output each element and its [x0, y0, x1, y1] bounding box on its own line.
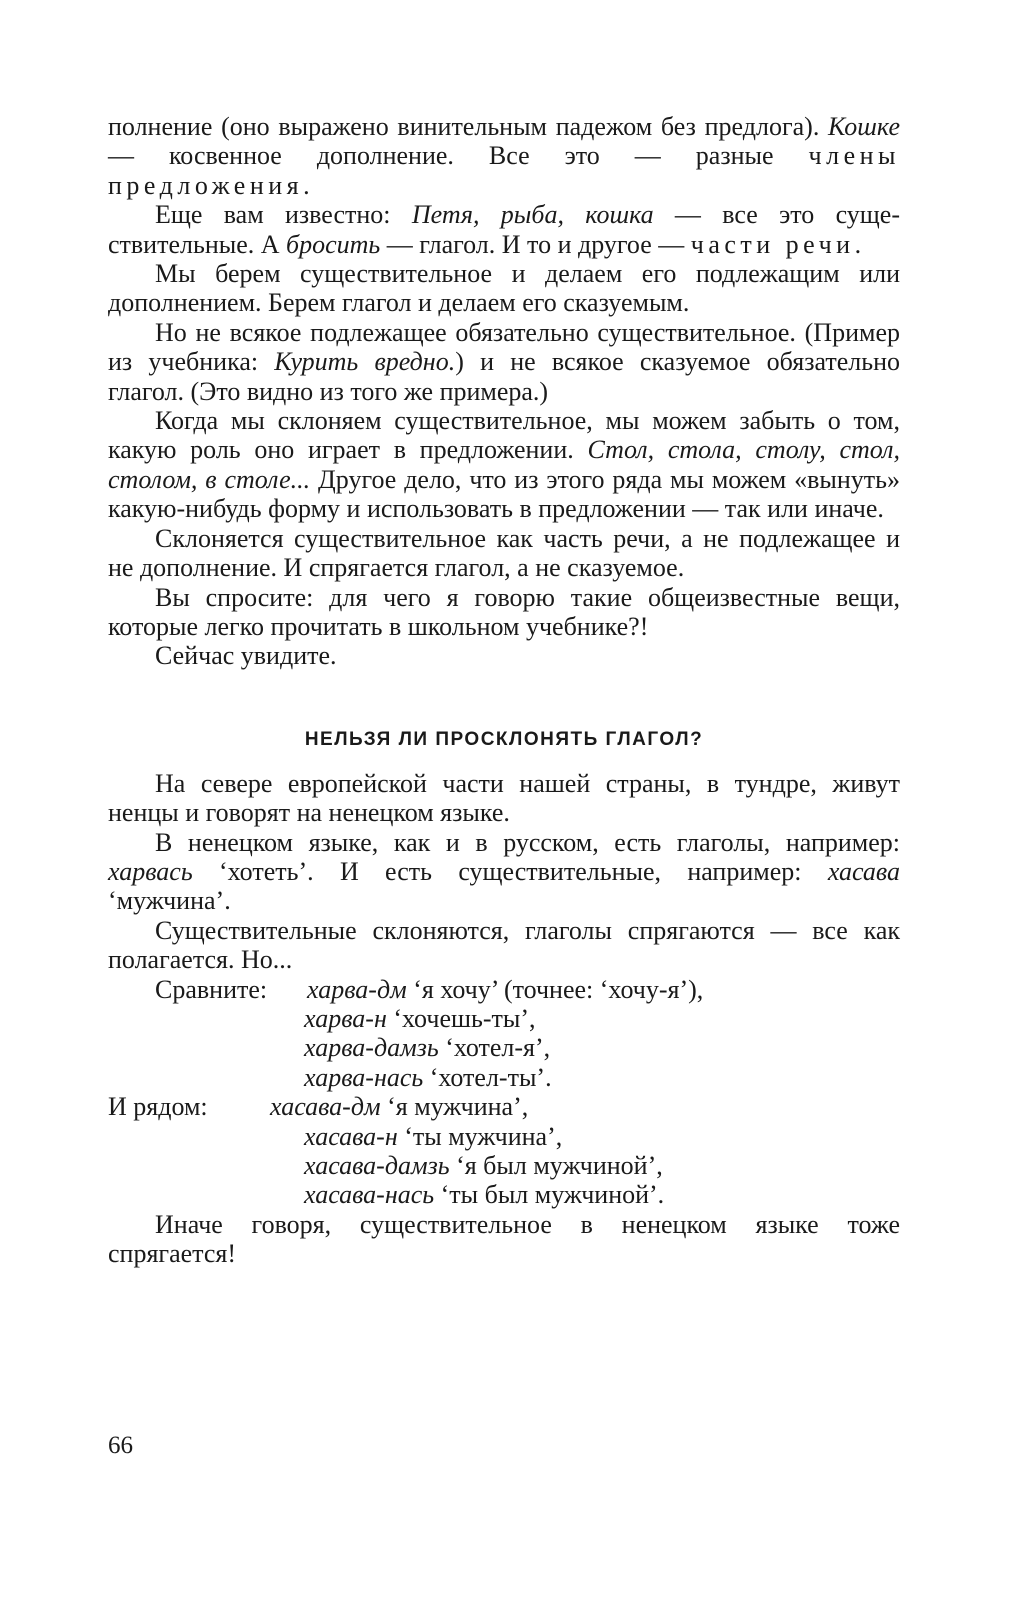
- paragraph: [108, 318, 900, 406]
- text-run: ‘хотеть’. И есть существительные, например:: [192, 856, 828, 886]
- example-row: [108, 1092, 900, 1121]
- example-word: харва-дм: [307, 974, 407, 1004]
- text-run: полнение (оно выражено винительным падежом без предлога).: [108, 112, 829, 141]
- text-run: — глагол. И то и другое —: [380, 229, 691, 259]
- example-form: [270, 1092, 528, 1121]
- text-run: — все это существительные. А: [108, 200, 900, 259]
- example-gloss: ‘хочешь-ты’,: [386, 1003, 536, 1033]
- text-run: ‘мужчина’.: [108, 886, 231, 916]
- section-heading: НЕЛЬЗЯ ЛИ ПРОСКЛОНЯТЬ ГЛАГОЛ?: [304, 728, 704, 750]
- example-gloss: ‘я был мужчиной’,: [449, 1150, 663, 1180]
- example-word: харва-н: [304, 1003, 387, 1033]
- example-form: [304, 1063, 552, 1092]
- italic-run: хасава: [827, 856, 900, 886]
- example-word: хасава-нась: [304, 1180, 435, 1210]
- spaced-run: части речи: [690, 229, 855, 259]
- example-row: [108, 1033, 900, 1062]
- example-row: [108, 1122, 900, 1151]
- example-word: харва-дамзь: [304, 1033, 439, 1063]
- paragraph: [108, 406, 900, 524]
- example-row: [108, 975, 900, 1004]
- italic-run: Кошке: [828, 112, 900, 141]
- example-form: [304, 1151, 663, 1180]
- text-run: Еще вам известно:: [155, 200, 412, 230]
- italic-run: Петя, рыба, кошка: [411, 200, 654, 230]
- text-run: На севере европейской части нашей страны, в тундре, живут ненцы и говорят на ненецком языке.: [108, 768, 900, 828]
- paragraph: [108, 583, 900, 642]
- paragraph: [108, 769, 900, 828]
- text-run: — косвенное дополнение. Все это — разные: [108, 141, 809, 171]
- example-row: [108, 1180, 900, 1209]
- text-run: Другое дело, что из этого ряда мы можем «вынуть» какую-нибудь форму и использовать в предложении — так или иначе.: [108, 464, 901, 524]
- italic-run: Курить вредно.: [274, 347, 456, 377]
- example-form: [304, 1033, 550, 1062]
- text-run: .: [854, 229, 862, 259]
- example-gloss: ‘ты мужчина’,: [397, 1121, 563, 1151]
- example-row: [108, 1063, 900, 1092]
- example-gloss: ‘хотел-ты’.: [423, 1062, 552, 1092]
- example-gloss: ‘я мужчина’,: [380, 1092, 529, 1122]
- text-section-mid: [108, 769, 900, 975]
- italic-run: харвась: [108, 856, 193, 886]
- example-word: харва-нась: [304, 1062, 424, 1092]
- example-lead: И рядом:: [108, 1092, 208, 1122]
- example-word: хасава-дм: [270, 1092, 381, 1122]
- text-run: В ненецком языке, как и в русском, есть глаголы, например:: [155, 827, 900, 857]
- paragraph: [108, 916, 900, 975]
- page-number: 66: [108, 1432, 133, 1459]
- italic-run: бросить: [286, 229, 381, 259]
- text-section-end: [108, 1210, 900, 1269]
- text-run: Существительные склоняются, глаголы спрягаются — все как полагается. Но...: [108, 915, 900, 975]
- example-gloss: ‘ты был мужчиной’.: [434, 1180, 665, 1210]
- text-run: .: [303, 170, 310, 200]
- example-form: [304, 1180, 664, 1209]
- paragraph: [108, 828, 900, 916]
- text-section-top: [108, 112, 900, 671]
- italic-run: Стол, стола, столу, стол, столом, в столе...: [108, 435, 900, 494]
- text-run: ) и не всякое сказуемое обязательно глагол. (Это видно из того же примера.): [108, 347, 900, 406]
- example-gloss: ‘хотел-я’,: [438, 1033, 551, 1063]
- spaced-run: члены предложения: [108, 141, 900, 200]
- example-lead: Сравните:: [155, 974, 268, 1004]
- example-gloss: ‘я хочу’ (точнее: ‘хочу-я’),: [406, 974, 704, 1004]
- example-form: [304, 1122, 562, 1151]
- paragraph: [108, 1210, 900, 1269]
- paragraph: [108, 641, 900, 670]
- paragraph: [108, 259, 900, 318]
- paragraph: [108, 200, 900, 259]
- paragraph: [108, 112, 900, 200]
- example-row: [108, 1004, 900, 1033]
- example-word: хасава-н: [304, 1121, 398, 1151]
- example-form: [304, 1004, 536, 1033]
- example-word: хасава-дамзь: [304, 1150, 450, 1180]
- text-run: Вы спросите: для чего я говорю такие общеизвестные вещи, которые легко прочитать в школьном учебнике?!: [108, 582, 900, 641]
- page-body: [108, 112, 900, 1269]
- example-form: [307, 975, 703, 1004]
- paragraph: [108, 524, 900, 583]
- text-run: Иначе говоря, существительное в ненецком языке тоже спрягается!: [108, 1209, 900, 1269]
- text-run: Но не всякое подлежащее обязательно существительное. (Пример из учебника:: [108, 317, 900, 377]
- example-block: [108, 975, 900, 1210]
- text-run: Склоняется существительное как часть речи, а не подлежащее и не дополнение. И спрягается глагол, а не сказуемое.: [108, 523, 900, 583]
- text-run: Когда мы склоняем существительное, мы можем забыть о том, какую роль оно играет в предложении.: [108, 406, 900, 465]
- example-row: [108, 1151, 900, 1180]
- text-run: Мы берем существительное и делаем его подлежащим или дополнением. Берем глагол и делаем его сказуемым.: [108, 259, 900, 318]
- text-run: Сейчас увидите.: [155, 641, 337, 671]
